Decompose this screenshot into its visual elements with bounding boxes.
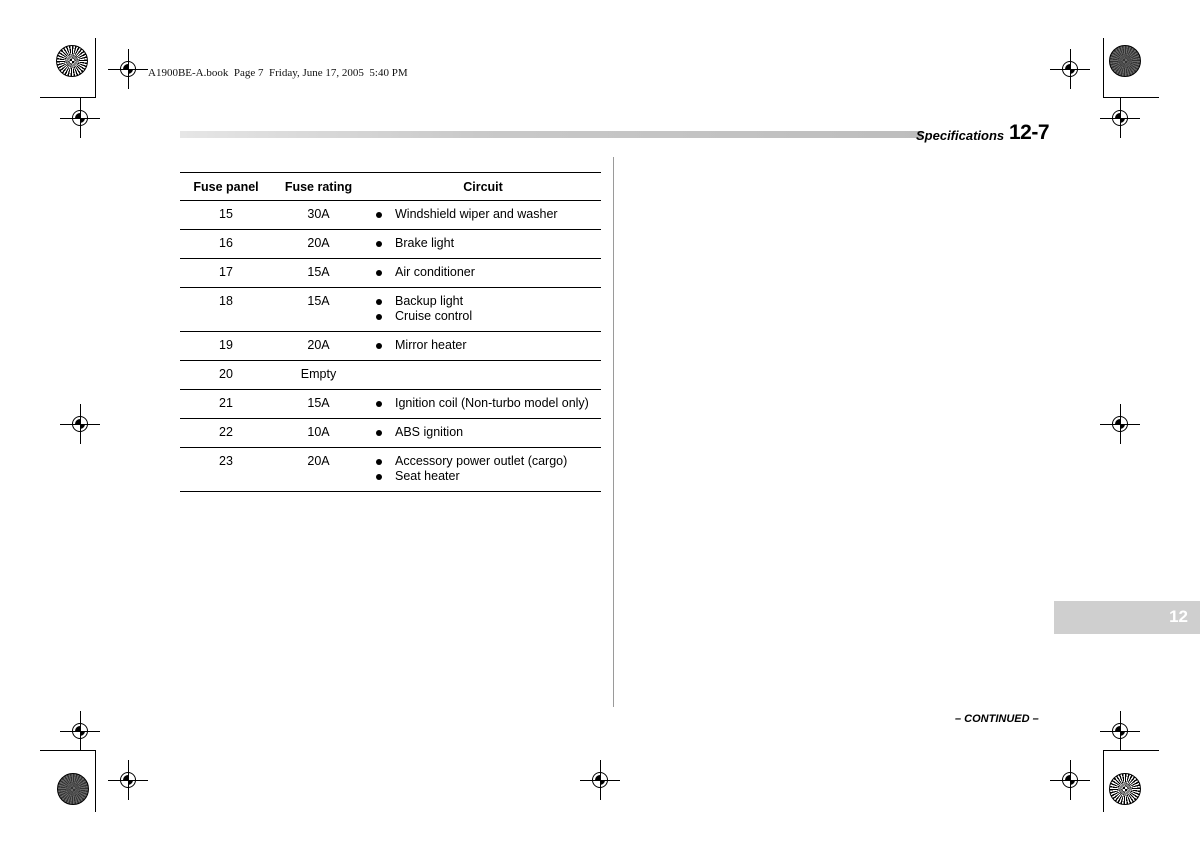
circuit-list — [365, 265, 601, 280]
circuit-item: Backup light — [375, 294, 601, 309]
column-header-circuit: Circuit — [365, 173, 601, 201]
fuse-panel-cell: 19 — [180, 332, 272, 361]
registration-crosshair-icon — [60, 98, 100, 138]
circuit-cell — [365, 332, 601, 361]
registration-starburst-icon — [56, 45, 88, 77]
fuse-rating-cell: 15A — [272, 259, 365, 288]
fuse-panel-cell: 23 — [180, 448, 272, 492]
fuse-panel-cell: 22 — [180, 419, 272, 448]
registration-crosshair-icon — [108, 760, 148, 800]
fuse-rating-cell: 15A — [272, 390, 365, 419]
trim-mark — [1103, 38, 1104, 98]
circuit-cell — [365, 390, 601, 419]
circuit-list — [365, 207, 601, 222]
registration-crosshair-icon — [580, 760, 620, 800]
fuse-panel-cell: 16 — [180, 230, 272, 259]
registration-crosshair-icon — [60, 404, 100, 444]
circuit-item: Seat heater — [375, 469, 601, 484]
fuse-panel-cell: 20 — [180, 361, 272, 390]
circuit-cell — [365, 419, 601, 448]
fuse-rating-cell: Empty — [272, 361, 365, 390]
fuse-panel-cell: 15 — [180, 201, 272, 230]
circuit-list — [365, 294, 601, 324]
trim-mark — [95, 750, 96, 812]
table-row — [180, 390, 601, 419]
circuit-list — [365, 454, 601, 484]
chapter-tab — [1054, 601, 1200, 634]
fuse-table — [180, 172, 601, 492]
print-slug: A1900BE-A.book Page 7 Friday, June 17, 2005 5:40 PM — [148, 67, 408, 79]
section-title: Specifications — [916, 128, 1005, 143]
circuit-cell — [365, 361, 601, 390]
fuse-panel-cell: 18 — [180, 288, 272, 332]
registration-starburst-icon — [1109, 45, 1141, 77]
registration-crosshair-icon — [1100, 711, 1140, 751]
registration-crosshair-icon — [60, 711, 100, 751]
page-number: 12-7 — [1009, 121, 1050, 144]
circuit-cell — [365, 201, 601, 230]
circuit-list — [365, 338, 601, 353]
table-row — [180, 419, 601, 448]
circuit-list — [365, 396, 601, 411]
fuse-rating-cell: 20A — [272, 230, 365, 259]
table-row — [180, 259, 601, 288]
table-header-row — [180, 173, 601, 201]
circuit-cell — [365, 230, 601, 259]
table-row — [180, 332, 601, 361]
table-row — [180, 361, 601, 390]
trim-mark — [1103, 750, 1104, 812]
registration-crosshair-icon — [1100, 404, 1140, 444]
registration-crosshair-icon — [1050, 760, 1090, 800]
registration-crosshair-icon — [108, 49, 148, 89]
table-row — [180, 230, 601, 259]
header-rule — [180, 131, 922, 138]
column-header-fuse-panel: Fuse panel — [180, 173, 272, 201]
circuit-list — [365, 236, 601, 251]
circuit-item: ABS ignition — [375, 425, 601, 440]
table-row — [180, 201, 601, 230]
circuit-item: Windshield wiper and washer — [375, 207, 601, 222]
circuit-item: Mirror heater — [375, 338, 601, 353]
fuse-rating-cell: 20A — [272, 332, 365, 361]
column-header-fuse-rating: Fuse rating — [272, 173, 365, 201]
registration-crosshair-icon — [1050, 49, 1090, 89]
fuse-panel-cell: 17 — [180, 259, 272, 288]
registration-starburst-icon — [1109, 773, 1141, 805]
circuit-cell — [365, 448, 601, 492]
circuit-item: Cruise control — [375, 309, 601, 324]
circuit-list — [365, 425, 601, 440]
circuit-cell — [365, 288, 601, 332]
circuit-item: Ignition coil (Non-turbo model only) — [375, 396, 601, 411]
fuse-rating-cell: 10A — [272, 419, 365, 448]
registration-starburst-icon — [57, 773, 89, 805]
fuse-rating-cell: 30A — [272, 201, 365, 230]
continued-label: – CONTINUED – — [955, 713, 1039, 725]
registration-crosshair-icon — [1100, 98, 1140, 138]
chapter-tab-number: 12 — [1169, 607, 1188, 626]
fuse-rating-cell: 20A — [272, 448, 365, 492]
trim-mark — [95, 38, 96, 98]
column-divider — [613, 157, 614, 707]
circuit-item: Brake light — [375, 236, 601, 251]
table-row — [180, 288, 601, 332]
circuit-item: Accessory power outlet (cargo) — [375, 454, 601, 469]
fuse-rating-cell: 15A — [272, 288, 365, 332]
circuit-item: Air conditioner — [375, 265, 601, 280]
circuit-cell — [365, 259, 601, 288]
fuse-panel-cell: 21 — [180, 390, 272, 419]
table-row — [180, 448, 601, 492]
